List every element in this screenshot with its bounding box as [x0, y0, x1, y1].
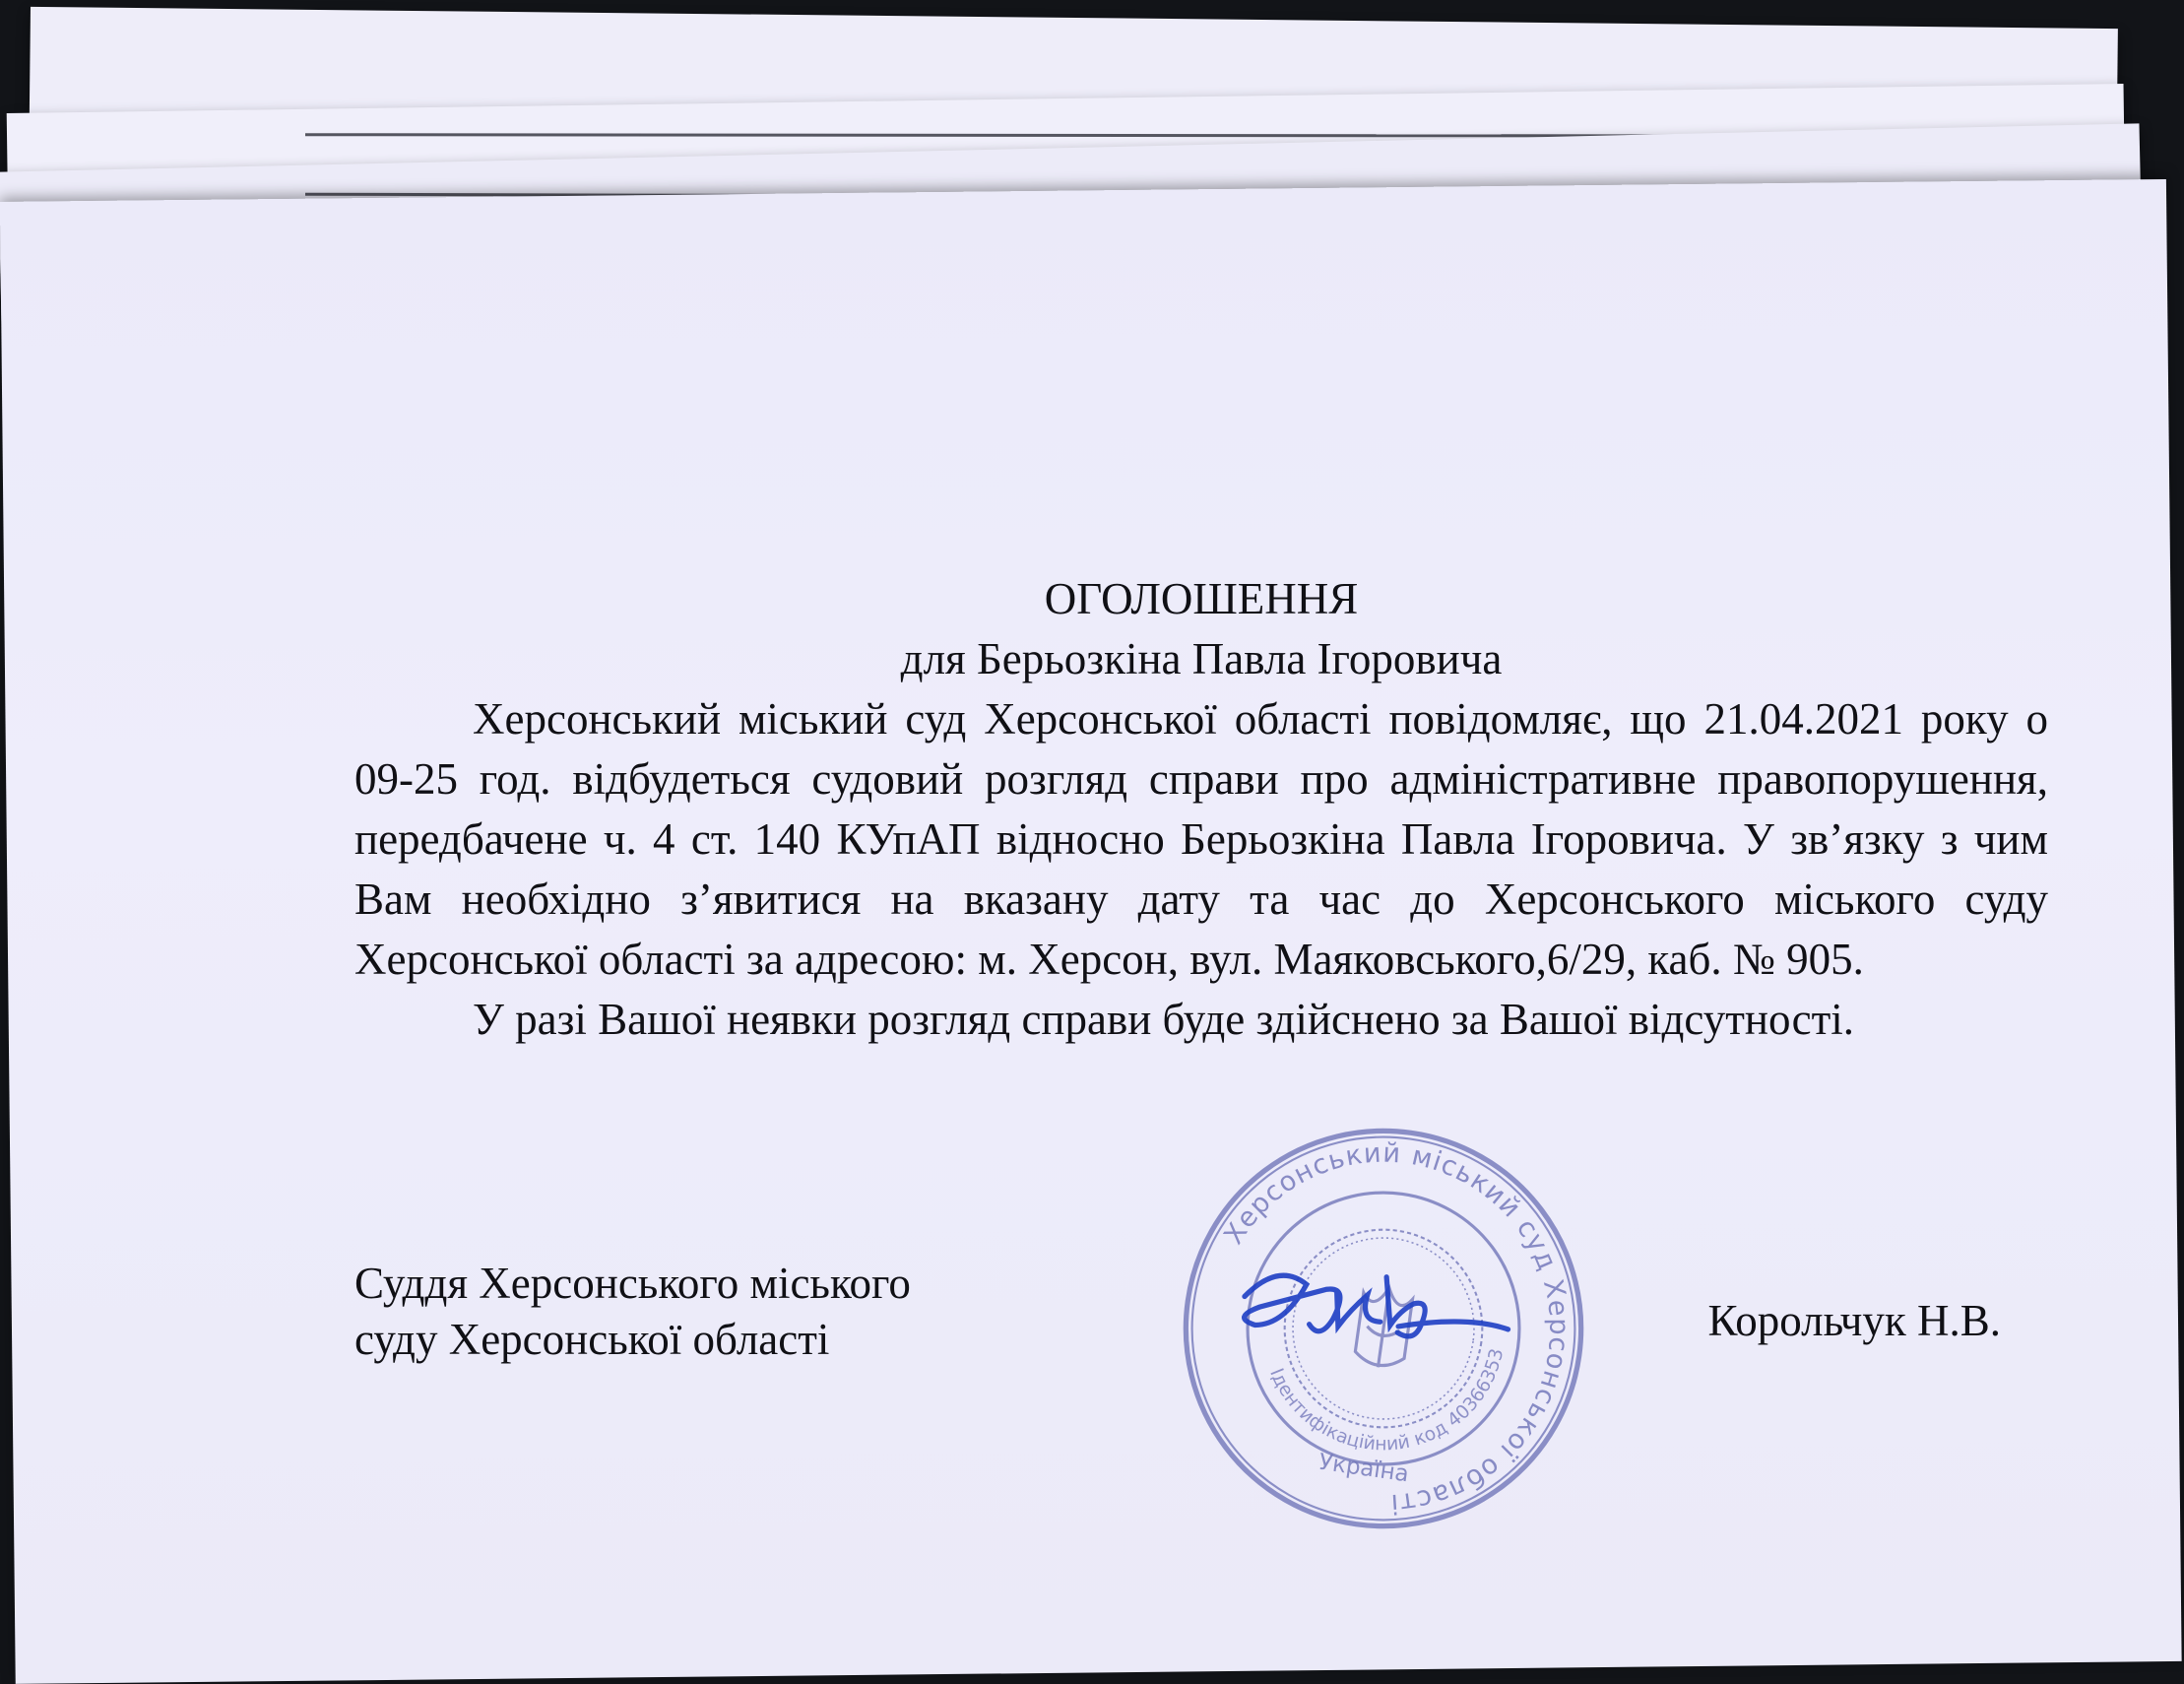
judge-title	[354, 1256, 911, 1368]
judge-title-line: Суддя Херсонського міського	[354, 1259, 911, 1308]
seal-country-text: Україна	[1317, 1449, 1411, 1488]
announcement-heading: ОГОЛОШЕННЯ	[1044, 574, 1359, 623]
announcement-addressee: для Берьозкіна Павла Ігоровича	[900, 634, 1503, 683]
announcement-body	[354, 569, 2048, 1050]
judge-name: Корольчук Н.В.	[1707, 1296, 2001, 1345]
court-seal-stamp	[1151, 1096, 1616, 1561]
seal-outer-text: Херсонський міський суд Херсонської області	[1218, 1137, 1574, 1520]
absence-notice-paragraph: У разі Вашої неявки розгляд справи буде здійснено за Вашої відсутності.	[473, 995, 1854, 1044]
seal-inner-text: Ідентифікаційний код 40366353	[1265, 1346, 1509, 1456]
judge-title-line: суду Херсонської області	[354, 1315, 830, 1364]
announcement-paragraph: Херсонський міський суд Херсонської області повідомляє, що 21.04.2021 року о 09-25 год. відбудеться судовий розгляд справи про адміністративне правопорушення, передбачене ч. 4 ст. 140 КУпАП відносно Берьозкіна Павла Ігоровича. У зв’язку з чим Вам необхідно з’явитися на вказану дату та час до Херсонського міського суду Херсонської області за адресою: м. Херсон, вул. Маяковського,6/29, каб. № 905.	[354, 694, 2048, 984]
